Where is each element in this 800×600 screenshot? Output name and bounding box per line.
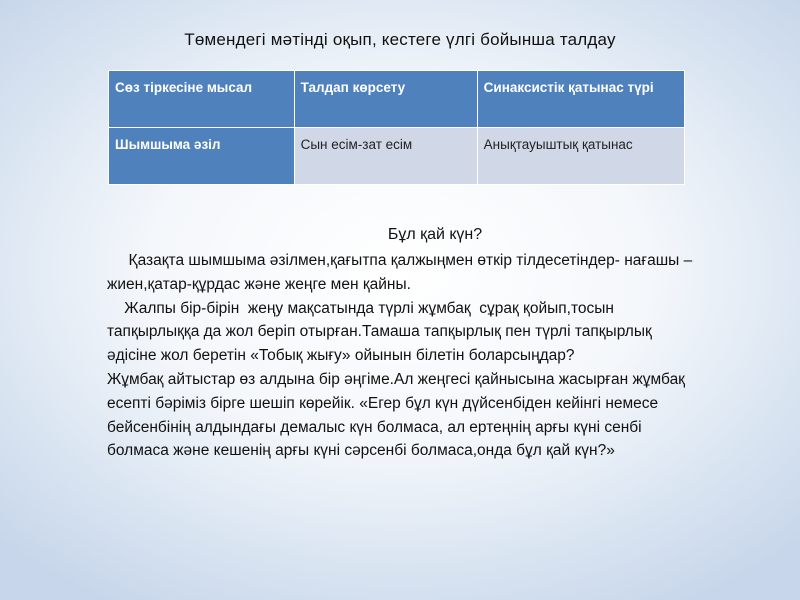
table-cell-analysis: Сын есім-зат есім bbox=[294, 128, 477, 185]
table-cell-example: Шымшыма әзіл bbox=[109, 128, 295, 185]
table-cell-relation-type: Анықтауыштық қатынас bbox=[477, 128, 684, 185]
table-header-relation-type: Синаксистік қатынас түрі bbox=[477, 71, 684, 128]
table-row bbox=[109, 128, 685, 185]
paragraph-1: Қазақта шымшыма әзілмен,қағытпа қалжыңмен өткір тілдесетіндер- нағашы –жиен,қатар-құрдас және жеңге мен қайны. bbox=[107, 252, 693, 293]
table-header-analysis: Талдап көрсету bbox=[294, 71, 477, 128]
paragraph-2: Жалпы бір-бірін жеңу мақсатында түрлі жұмбақ сұрақ қойып,тосын тапқырлыққа да жол беріп отырған.Тамаша тапқырлық пен түрлі тапқырлық әдісіне жол беретін «Тобық жығу» ойынын білетін боларсыңдар? bbox=[107, 299, 661, 365]
analysis-table bbox=[108, 70, 685, 185]
body-text bbox=[107, 249, 697, 463]
slide-title: Төмендегі мәтінді оқып, кестеге үлгі бойынша талдау bbox=[184, 30, 616, 49]
riddle-heading: Бұл қай күн? bbox=[387, 226, 483, 243]
paragraph-3: Жұмбақ айтыстар өз алдына бір әңгіме.Ал жеңгесі қайнысына жасырған жұмбақ есепті бәріміз бірге шешіп көрейік. «Егер бұл күн дүйсенбіден кейінгі немесе бейсенбінің алдындағы демалыс күн болмаса, ал ертеңнің арғы күні сенбі болмаса және кешенің арғы күні сәрсенбі болмаса,онда бұл қай күн?» bbox=[107, 370, 685, 460]
table-header-row bbox=[109, 71, 685, 128]
table-header-example: Сөз тіркесіне мысал bbox=[109, 71, 295, 128]
